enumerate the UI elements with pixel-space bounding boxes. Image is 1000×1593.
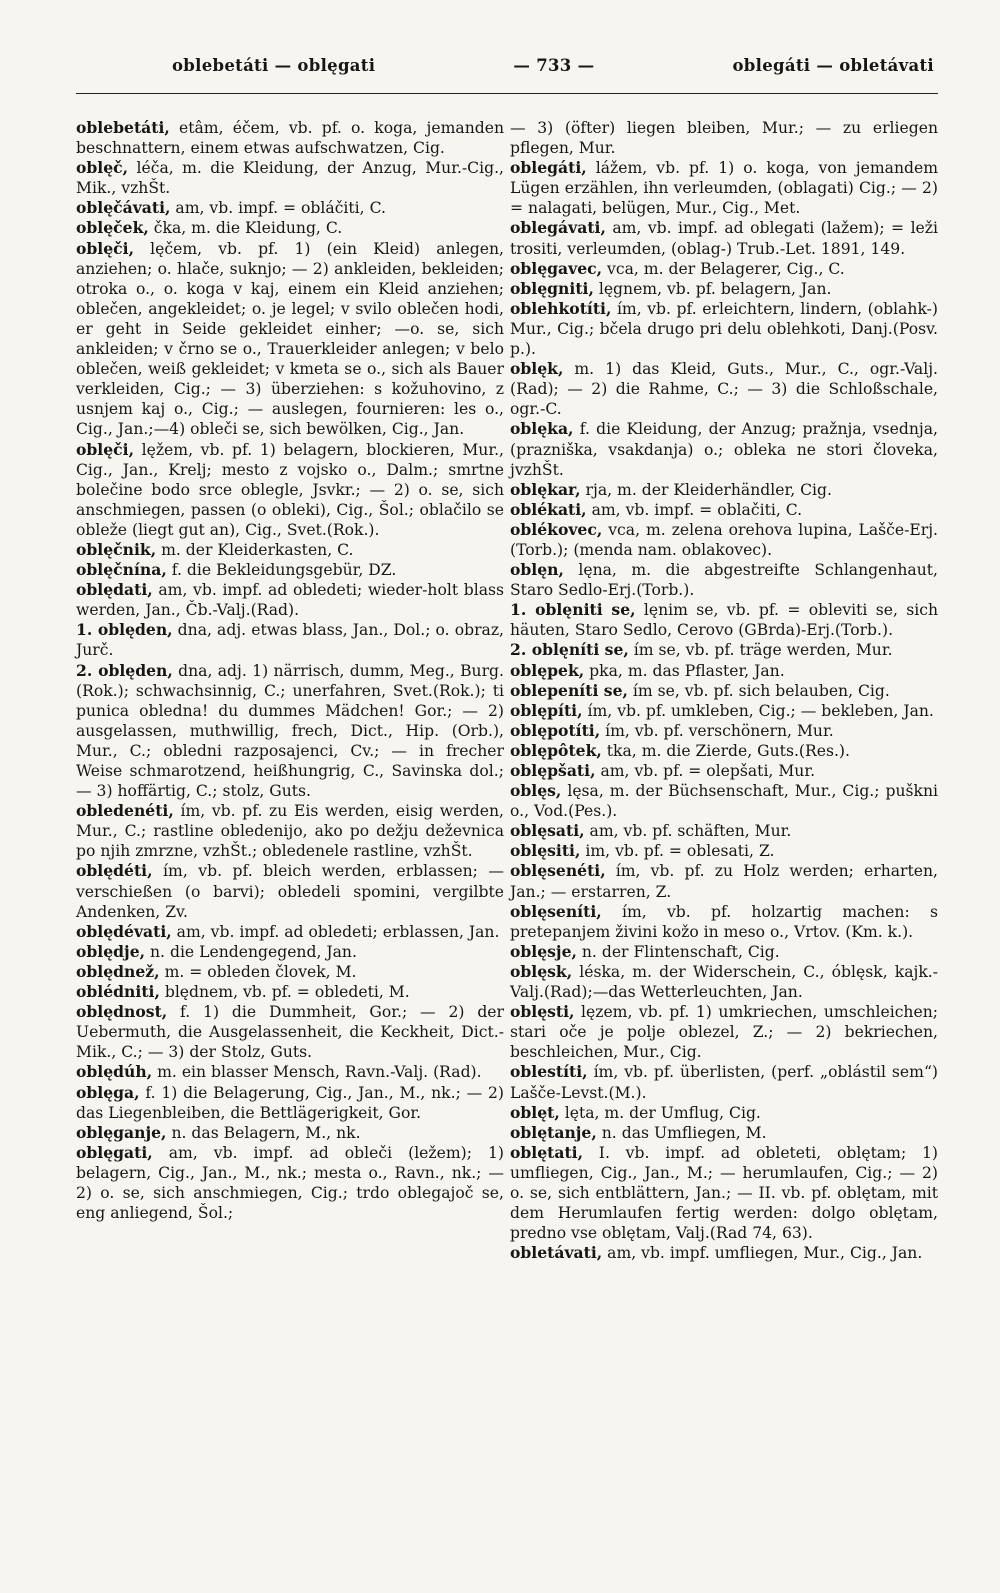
dictionary-entry [76,1062,504,1082]
dictionary-entry [510,841,938,861]
entry-headword: oblępôtek, [510,740,602,760]
entry-definition: am, vb. impf. ad obledeti; wieder-holt blass werden, Jan., Čb.-Valj.(Rad). [76,581,504,620]
dictionary-entry [510,1243,938,1263]
entry-headword: oblętati, [510,1142,584,1162]
dictionary-entry [510,259,938,279]
entry-headword: oblepeníti se, [510,680,628,700]
left-column [76,118,504,1263]
dictionary-entry [510,1123,938,1143]
dictionary-entry [510,640,938,660]
entry-definition: f. 1) die Dummheit, Gor.; — 2) der Uebermuth, die Ausgelassenheit, die Keckheit, Dict.-Mik., C.; — 3) der Stolz, Guts. [76,1003,504,1062]
dictionary-entry [510,218,938,258]
dictionary-entry [76,218,504,238]
dictionary-entry [76,198,504,218]
entry-definition: ím se, vb. pf. sich belauben, Cig. [627,681,890,700]
entry-definition: ím se, vb. pf. träge werden, Mur. [628,641,893,660]
entry-headword: oblędnost, [76,1002,168,1022]
entry-definition: dna, adj. etwas blass, Jan., Dol.; o. obraz, Jurč. [76,621,504,660]
entry-headword: oblęsenéti, [510,861,606,881]
dictionary-entry [76,239,504,440]
entry-headword: oblędje, [76,941,146,961]
dictionary-entry [76,922,504,942]
entry-definition: ím, vb. pf. holzartig machen: s pretepanjem živini kožo in meso o., Vrtov. (Km. k.). [510,902,938,941]
dictionary-entry [510,1002,938,1062]
entry-headword: oblęganje, [76,1122,167,1142]
entry-definition: am, vb. impf. umfliegen, Mur., Cig., Jan. [602,1244,923,1263]
entry-headword: oblędúh, [76,1062,153,1082]
entry-definition: lęna, m. die abgestreifte Schlangenhaut, Staro Sedlo-Erj.(Torb.). [510,561,938,600]
entry-headword: oblępek, [510,660,585,680]
entry-definition: m. = obleden človek, M. [159,962,357,981]
entry-headword: oblęč, [76,158,129,178]
entry-definition: am, vb. impf. ad oblegati (lažem); = leži trositi, verleumden, (oblag-) Trub.-Let. 1891, 149. [510,219,938,258]
dictionary-entry [510,500,938,520]
dictionary-entry [76,440,504,540]
entry-definition: ím, vb. pf. bleich werden, erblassen; — verschießen (o barvi); obledeli spomini, vergilbte Andenken, Zv. [76,862,504,921]
entry-headword: oblęsati, [510,821,585,841]
dictionary-entry [76,1083,504,1123]
columns [76,118,938,1263]
header-left-guideword: oblebetáti — oblęgati [172,56,376,75]
entry-headword: oblęgavec, [510,258,603,278]
entry-definition: lęsa, m. der Büchsenschaft, Mur., Cig.; puškni o., Vod.(Pes.). [510,782,938,821]
entry-headword: oblęseníti, [510,901,602,921]
entry-definition: léča, m. die Kleidung, der Anzug, Mur.-Cig., Mik., vzhŠt. [76,159,504,198]
entry-headword: oblestíti, [510,1062,588,1082]
entry-headword: oblęk, [510,359,564,379]
entry-headword: oblęka, [510,419,574,439]
dictionary-entry [510,741,938,761]
entry-definition: čka, m. die Kleidung, C. [148,219,343,238]
dictionary-entry [510,721,938,741]
entry-definition: f. 1) die Belagerung, Cig., Jan., M., nk.; — 2) das Liegenbleiben, die Bettlägerigkeit, Gor. [76,1083,504,1122]
dictionary-entry [510,560,938,600]
dictionary-entry [510,600,938,640]
entry-definition: lęnim se, vb. pf. = obleviti se, sich häuten, Staro Sedlo, Cerovo (GBrda)-Erj.(Torb.). [510,601,938,640]
entry-definition: m. ein blasser Mensch, Ravn.-Valj. (Rad). [152,1063,482,1082]
dictionary-entry [510,942,938,962]
dictionary-entry [510,480,938,500]
entry-headword: 2. oblęníti se, [510,640,629,660]
entry-headword: oblępšati, [510,761,596,780]
dictionary-entry [76,982,504,1002]
dictionary-entry [510,1143,938,1243]
dictionary-entry [76,118,504,158]
entry-definition: léska, m. der Widerschein, C., óblęsk, kajk.-Valj.(Rad);—das Wetterleuchten, Jan. [510,962,938,1002]
entry-headword: oblędati, [76,580,153,600]
entry-headword: oblęgati, [76,1142,153,1162]
entry-headword: oblędéti, [76,861,153,881]
dictionary-entry [510,1103,938,1123]
entry-headword: oblęčnik, [76,539,157,559]
entry-headword: oblęsti, [510,1002,575,1022]
entry-headword: oblędévati, [76,921,172,941]
dictionary-entry [510,861,938,901]
right-column [510,118,938,1263]
entry-definition: am, vb. impf. = obláčiti, C. [170,199,386,218]
dictionary-entry [76,158,504,198]
entry-definition: etâm, éčem, vb. pf. o. koga, jemanden beschnattern, einem etwas aufschwatzen, Cig. [76,119,504,158]
dictionary-entry [510,681,938,701]
entry-definition: vca, m. der Belagerer, Cig., C. [602,259,845,278]
entry-definition: m. der Kleiderkasten, C. [156,540,354,559]
dictionary-entry [510,419,938,479]
entry-headword: oblękar, [510,479,581,499]
entry-definition: n. der Flintenschaft, Cig. [576,942,780,961]
entry-definition: lážem, vb. pf. 1) o. koga, von jemandem Lügen erzählen, ihn verleumden, (oblagati) Cig.; — 2) = nalagati, belügen, Mur., Cig., Met. [510,159,938,218]
dictionary-entry [510,299,938,359]
entry-headword: oblegávati, [510,218,606,238]
entry-definition: lęčem, vb. pf. 1) (ein Kleid) anlegen, anziehen; o. hlače, suknjo; — 2) ankleiden, bekleiden; otroka o., o. koga v kaj, einem ein Kleid anziehen; oblečen, angekleidet; o. je legel; v svilo oblečen hodi, er geht in Seide gekleidet einher; —o. se, sich ankleiden; v črno se o., Trauerkleider anlegen; v belo oblečen, weiß gekleidet; v kmeta se o., sich als Bauer verkleiden, Cig.; — 3) überziehen: s kožuhovino, z usnjem kaj o., Cig.; — auslegen, fournieren: les o., Cig., Jan.;—4) obleči se, sich bewölken, Cig., Jan. [76,239,504,439]
entry-headword: oblegáti, [510,158,587,178]
entry-definition: f. die Bekleidungsgebür, DZ. [166,561,397,580]
entry-definition: pka, m. das Pflaster, Jan. [584,661,785,680]
entry-headword: oblékati, [510,499,587,519]
entry-definition: f. die Kleidung, der Anzug; pražnja, vsednja, (prazniška, vsakdanja) o.; obleka ne stori človeka, jvzhŠt. [510,420,938,479]
entry-definition: im, vb. pf. = oblesati, Z. [580,842,775,861]
entry-definition: I. vb. impf. ad obleteti, oblętam; 1) umfliegen, Cig., Jan., M.; — herumlaufen, Cig.; — 2) o. se, sich entblättern, Jan.; — II. vb. pf. oblętam, mit dem Herumlaufen fertig werden: dolgo oblętam, predno vse oblętam, Valj.(Rad 74, 63). [510,1143,938,1243]
dictionary-entry [76,1143,504,1223]
dictionary-entry [510,902,938,942]
entry-definition: lęgnem, vb. pf. belagern, Jan. [593,279,832,298]
entry-definition: n. die Lendengegend, Jan. [145,942,357,961]
entry-headword: oblebetáti, [76,118,170,137]
entry-headword: oblęt, [510,1102,560,1122]
dictionary-entry [510,821,938,841]
entry-definition: tka, m. die Zierde, Guts.(Res.). [601,741,850,760]
entry-definition: am, vb. pf. schäften, Mur. [584,822,792,841]
entry-definition: m. 1) das Kleid, Guts., Mur., C., ogr.-Valj.(Rad); — 2) die Rahme, C.; — 3) die Schloßschale, ogr.-C. [510,360,938,419]
entry-definition: am, vb. pf. = olepšati, Mur. [595,762,816,780]
dictionary-entry [510,781,938,821]
header-rule [76,93,938,94]
entry-headword: 2. oblęden, [76,660,173,680]
dictionary-entry [510,520,938,560]
entry-headword: oblęčávati, [76,198,171,218]
entry-definition: ím, vb. pf. überlisten, (perf. „oblástil sem“) Lašče-Levst.(M.). [510,1063,938,1102]
entry-definition: rja, m. der Kleiderhändler, Cig. [580,480,832,499]
dictionary-entry [510,118,938,158]
entry-definition: am, vb. impf. ad obleči (ležem); 1) belagern, Cig., Jan., M., nk.; mesta o., Ravn., nk.; — 2) o. se, sich anschmiegen, Cig.; trdo oblegajoč se, eng anliegend, Šol.; [76,1143,504,1223]
entry-headword: oblęs, [510,781,562,801]
dictionary-entry [510,962,938,1002]
dictionary-entry [510,701,938,721]
entry-definition: n. das Umfliegen, M. [596,1123,767,1142]
entry-definition: ím, vb. pf. zu Eis werden, eisig werden, Mur., C.; rastline obledenijo, ako po dežju deževnica po njih zmrzne, vzhŠt.; obledenele rastline, vzhŠt. [76,802,504,861]
entry-headword: oblęsiti, [510,841,581,861]
entry-headword: oblęsk, [510,961,573,981]
dictionary-entry [510,1062,938,1102]
entry-headword: oblępotíti, [510,720,601,740]
entry-definition: — 3) (öfter) liegen bleiben, Mur.; — zu erliegen pflegen, Mur. [510,119,938,158]
dictionary-entry [76,661,504,802]
entry-headword: oblęgniti, [510,278,594,298]
dictionary-entry [76,560,504,580]
dictionary-entry [76,962,504,982]
dictionary-entry [76,942,504,962]
entry-headword: 1. oblęniti se, [510,600,636,620]
page-number: — 733 — [513,56,595,75]
entry-headword: oblékovec, [510,519,603,539]
entry-definition: lęžem, vb. pf. 1) belagern, blockieren, Mur., Cig., Jan., Krelj; mesto z vojsko o., Dalm.; smrtne bolečine bodo srce oblegle, Jsvkr.; — 2) o. se, sich anschmiegen, passen (o obleki), Cig., Šol.; oblačilo se obleže (liegt gut an), Cig., Svet.(Rok.). [76,440,504,539]
entry-headword: oblehkotíti, [510,298,612,318]
entry-headword: oblętanje, [510,1122,597,1142]
entry-headword: oblęga, [76,1082,140,1102]
entry-definition: ím, vb. pf. verschönern, Mur. [600,721,834,740]
entry-headword: oblędnež, [76,961,160,981]
entry-definition: blędnem, vb. pf. = obledeti, M. [159,983,410,1002]
entry-headword: oblęn, [510,560,564,580]
dictionary-entry [76,540,504,560]
entry-definition: ím, vb. pf. zu Holz werden; erharten, Jan.; — erstarren, Z. [510,862,938,901]
entry-headword: oblęči, [76,439,134,459]
entry-definition: ím, vb. pf. erleichtern, lindern, (oblahk-) Mur., Cig.; bčela drugo pri delu oblehkoti, Danj.(Posv. p.). [510,299,938,359]
dictionary-entry [76,1002,504,1062]
dictionary-entry [76,580,504,620]
entry-definition: ím, vb. pf. umkleben, Cig.; — bekleben, Jan. [582,701,934,720]
dictionary-entry [76,801,504,861]
entry-headword: oblępíti, [510,700,583,720]
dictionary-entry [510,158,938,218]
page-header [76,56,938,75]
dictionary-entry [510,359,938,419]
dictionary-entry [510,661,938,681]
entry-headword: oblęček, [76,218,149,238]
entry-headword: oblédniti, [76,982,160,1002]
header-right-guideword: oblegáti — obletávati [732,56,934,75]
entry-definition: vca, m. zelena orehova lupina, Lašče-Erj.(Torb.); (menda nam. oblakovec). [510,520,938,559]
dictionary-entry [76,1123,504,1143]
entry-definition: n. das Belagern, M., nk. [166,1123,361,1142]
dictionary-entry [510,279,938,299]
entry-headword: oblęsje, [510,941,577,961]
entry-definition: lęzem, vb. pf. 1) umkriechen, umschleichen; stari oče je polje oblezel, Z.; — 2) bekriechen, beschleichen, Mur., Cig. [510,1003,938,1062]
entry-headword: 1. oblęden, [76,620,173,640]
dictionary-entry [76,620,504,660]
entry-definition: lęta, m. der Umflug, Cig. [559,1103,761,1122]
entry-definition: dna, adj. 1) närrisch, dumm, Meg., Burg.(Rok.); schwachsinnig, C.; unerfahren, Svet.(Rok.); ti punica obledna! du dummes Mädchen! Gor.; — 2) ausgelassen, muthwillig, frech, Dict., Hip. (Orb.), Mur., C.; obledni razposajenci, Cv.; — in frecher Weise schmarotzend, heißhungrig, C., Savinska dol.; — 3) hoffärtig, C.; stolz, Guts. [76,661,504,801]
dictionary-entry [76,861,504,921]
entry-headword: obletávati, [510,1243,603,1263]
entry-definition: am, vb. impf. = oblačiti, C. [586,500,803,519]
entry-definition: am, vb. impf. ad obledeti; erblassen, Jan. [171,922,500,941]
entry-headword: obledenéti, [76,801,174,821]
entry-headword: oblęčnína, [76,560,167,580]
entry-headword: oblęči, [76,238,134,258]
dictionary-entry [510,761,938,781]
